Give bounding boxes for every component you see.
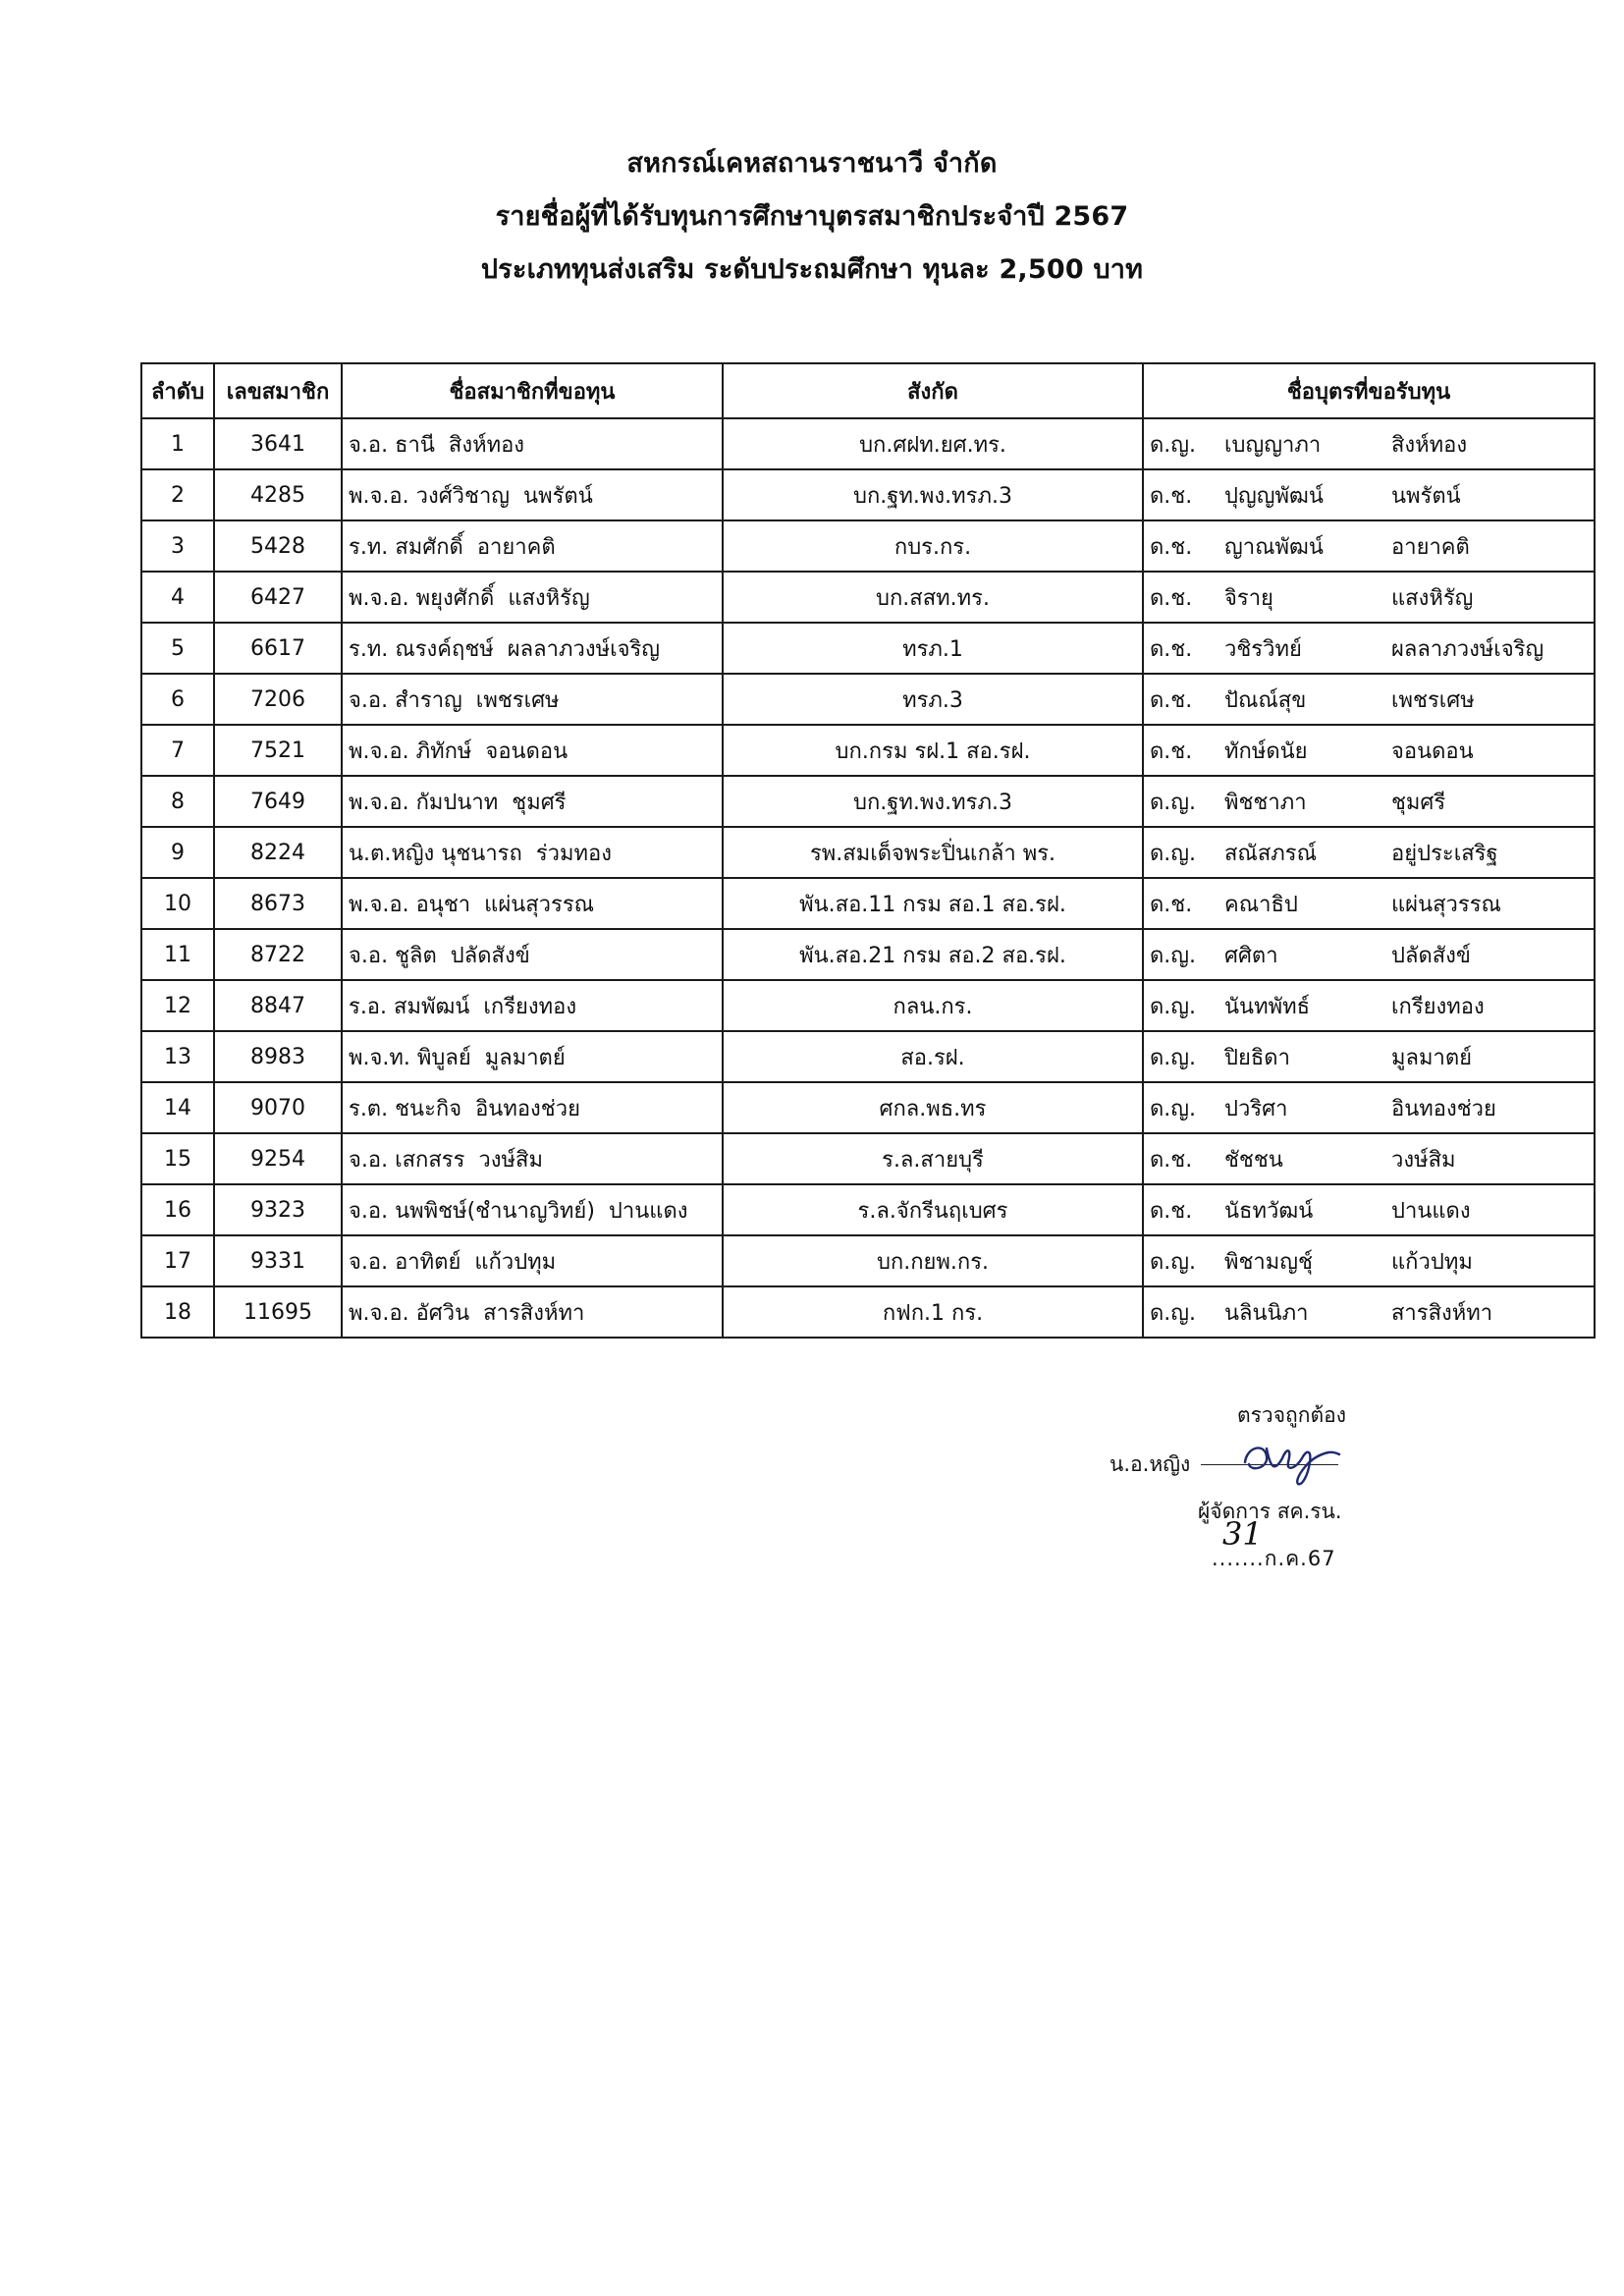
table-row: [141, 776, 1595, 827]
child-first-name: เบญญาภา: [1224, 432, 1322, 458]
document-subtitle: ประเภททุนส่งเสริม ระดับประถมศึกษา ทุนละ 2,500 บาท: [480, 254, 1144, 285]
child-last-name: วงษ์สิม: [1391, 1147, 1456, 1173]
member-rank: จ.อ.: [349, 1249, 389, 1275]
member-unit: พัน.สอ.11 กรม สอ.1 สอ.รฝ.: [723, 878, 1143, 929]
child-last-name: อยู่ประเสริฐ: [1391, 841, 1498, 866]
member-id: 6617: [214, 623, 342, 674]
member-last-name: อินทองช่วย: [475, 1096, 580, 1121]
child-name: [1143, 1235, 1595, 1286]
child-last-name: จอนดอน: [1391, 738, 1474, 764]
child-title: ด.ญ.: [1150, 1300, 1197, 1326]
col-header-no: ลำดับ: [141, 363, 214, 418]
child-first-name: ชัชชน: [1224, 1147, 1283, 1173]
member-unit: กฟก.1 กร.: [723, 1286, 1143, 1338]
child-title: ด.ช.: [1150, 534, 1193, 560]
member-rank: ร.อ.: [349, 994, 388, 1019]
signer-position: ผู้จัดการ สค.รน.: [1198, 1500, 1342, 1523]
member-unit: ทรภ.1: [723, 623, 1143, 674]
child-first-name: ปุญญพัฒน์: [1224, 483, 1324, 509]
child-name: [1143, 674, 1595, 725]
child-first-name: สณัสภรณ์: [1224, 841, 1317, 866]
child-title: ด.ญ.: [1150, 841, 1197, 866]
table-row: [141, 572, 1595, 623]
child-title: ด.ช.: [1150, 892, 1193, 917]
member-name: [342, 1286, 723, 1338]
table-row: [141, 1184, 1595, 1235]
member-last-name: ปลัดสังข์: [450, 943, 530, 968]
child-title: ด.ช.: [1150, 483, 1193, 509]
table-row: [141, 674, 1595, 725]
row-number: 4: [141, 572, 214, 623]
member-last-name: อายาคติ: [476, 534, 556, 560]
child-first-name: นลินนิภา: [1224, 1300, 1309, 1326]
child-name: [1143, 1286, 1595, 1338]
member-first-name: นุชนารถ: [441, 841, 522, 866]
table-row: [141, 980, 1595, 1031]
member-rank: พ.จ.ท.: [349, 1045, 410, 1070]
member-name: [342, 1235, 723, 1286]
member-first-name: ณรงค์ฤชษ์: [395, 636, 494, 662]
col-header-unit: สังกัด: [723, 363, 1143, 418]
member-name: [342, 1082, 723, 1133]
member-last-name: ชุมศรี: [512, 790, 567, 815]
table-row: [141, 1235, 1595, 1286]
row-number: 11: [141, 929, 214, 980]
child-title: ด.ช.: [1150, 585, 1193, 611]
member-id: 8224: [214, 827, 342, 878]
member-first-name: เสกสรร: [395, 1147, 465, 1173]
member-last-name: ร่วมทอง: [535, 841, 612, 866]
member-id: 7521: [214, 725, 342, 776]
member-name: [342, 929, 723, 980]
member-last-name: เกรียงทอง: [483, 994, 577, 1019]
document-title: รายชื่อผู้ที่ได้รับทุนการศึกษาบุตรสมาชิกประจำปี 2567: [495, 201, 1129, 232]
member-first-name: กัมปนาท: [415, 790, 499, 815]
member-id: 3641: [214, 418, 342, 469]
child-name: [1143, 725, 1595, 776]
child-first-name: ปวริศา: [1224, 1096, 1288, 1121]
member-id: 7649: [214, 776, 342, 827]
member-unit: ร.ล.จักรีนฤเบศร: [723, 1184, 1143, 1235]
signature-date: .......ก.ค.67: [1212, 1547, 1336, 1570]
member-id: 8983: [214, 1031, 342, 1082]
col-header-child-name: ชื่อบุตรที่ขอรับทุน: [1143, 363, 1595, 418]
child-title: ด.ช.: [1150, 1147, 1193, 1173]
child-first-name: ปิยธิดา: [1224, 1045, 1290, 1070]
member-first-name: ภิทักษ์: [415, 738, 472, 764]
child-title: ด.ญ.: [1150, 994, 1197, 1019]
member-last-name: นพรัตน์: [523, 483, 593, 509]
row-number: 7: [141, 725, 214, 776]
child-name: [1143, 623, 1595, 674]
member-name: [342, 776, 723, 827]
member-last-name: แผ่นสุวรรณ: [484, 892, 595, 917]
member-first-name: สมศักดิ์: [395, 534, 463, 560]
verification-block: [1110, 1399, 1424, 1576]
member-rank: พ.จ.อ.: [349, 483, 409, 509]
member-first-name: สำราญ: [395, 687, 462, 713]
table-header-row: [141, 363, 1595, 418]
row-number: 9: [141, 827, 214, 878]
member-unit: สอ.รฝ.: [723, 1031, 1143, 1082]
table-row: [141, 418, 1595, 469]
member-name: [342, 1133, 723, 1184]
member-last-name: ผลลาภวงษ์เจริญ: [507, 636, 661, 662]
child-name: [1143, 878, 1595, 929]
table-row: [141, 623, 1595, 674]
row-number: 5: [141, 623, 214, 674]
member-first-name: นพพิชษ์(ชำนาญวิทย์): [395, 1198, 595, 1224]
child-first-name: พิชามญชุ์: [1224, 1249, 1313, 1275]
row-number: 2: [141, 469, 214, 520]
child-last-name: นพรัตน์: [1391, 483, 1461, 509]
signature-date-month-year: ก.ค.67: [1264, 1547, 1336, 1570]
member-first-name: อนุชา: [415, 892, 471, 917]
table-row: [141, 827, 1595, 878]
member-rank: จ.อ.: [349, 687, 389, 713]
verified-label: ตรวจถูกต้อง: [1237, 1403, 1346, 1427]
table-row: [141, 878, 1595, 929]
child-title: ด.ช.: [1150, 1198, 1193, 1224]
handwritten-signature: [1237, 1429, 1345, 1488]
member-last-name: มูลมาตย์: [484, 1045, 566, 1070]
member-id: 4285: [214, 469, 342, 520]
child-first-name: ปัณณ์สุข: [1224, 687, 1307, 713]
member-last-name: เพชรเศษ: [475, 687, 560, 713]
member-last-name: วงษ์สิม: [478, 1147, 543, 1173]
member-unit: ทรภ.3: [723, 674, 1143, 725]
member-id: 9331: [214, 1235, 342, 1286]
document-header: [0, 137, 1624, 297]
child-first-name: ศศิตา: [1224, 943, 1278, 968]
child-title: ด.ช.: [1150, 636, 1193, 662]
member-rank: พ.จ.อ.: [349, 1300, 409, 1326]
member-first-name: อัศวิน: [415, 1300, 470, 1326]
row-number: 6: [141, 674, 214, 725]
member-name: [342, 418, 723, 469]
member-first-name: อาทิตย์: [395, 1249, 461, 1275]
member-rank: จ.อ.: [349, 1198, 389, 1224]
member-unit: บก.สสท.ทร.: [723, 572, 1143, 623]
child-last-name: เพชรเศษ: [1391, 687, 1475, 713]
child-last-name: ปลัดสังข์: [1391, 943, 1471, 968]
member-first-name: สมพัฒน์: [394, 994, 470, 1019]
child-last-name: อายาคติ: [1391, 534, 1470, 560]
child-name: [1143, 572, 1595, 623]
member-id: 8722: [214, 929, 342, 980]
member-rank: ร.ต.: [349, 1096, 389, 1121]
row-number: 14: [141, 1082, 214, 1133]
member-first-name: ชูลิต: [395, 943, 437, 968]
member-name: [342, 674, 723, 725]
row-number: 13: [141, 1031, 214, 1082]
child-last-name: สารสิงห์ทา: [1391, 1300, 1493, 1326]
member-name: [342, 520, 723, 572]
child-name: [1143, 929, 1595, 980]
child-title: ด.ญ.: [1150, 943, 1197, 968]
col-header-member-id: เลขสมาชิก: [214, 363, 342, 418]
child-first-name: วชิรวิทย์: [1224, 636, 1302, 662]
scholarship-table: [140, 362, 1596, 1339]
row-number: 15: [141, 1133, 214, 1184]
member-first-name: ชนะกิจ: [395, 1096, 462, 1121]
child-last-name: อินทองช่วย: [1391, 1096, 1496, 1121]
child-title: ด.ญ.: [1150, 1249, 1197, 1275]
member-id: 8847: [214, 980, 342, 1031]
member-unit: รพ.สมเด็จพระปิ่นเกล้า พร.: [723, 827, 1143, 878]
child-first-name: นัธทวัฒน์: [1224, 1198, 1314, 1224]
child-title: ด.ญ.: [1150, 1045, 1197, 1070]
member-last-name: สิงห์ทอง: [448, 432, 525, 458]
member-first-name: พิบูลย์: [416, 1045, 471, 1070]
col-header-member-name: ชื่อสมาชิกที่ขอทุน: [342, 363, 723, 418]
signature-date-day: 31: [1222, 1515, 1263, 1553]
child-last-name: แผ่นสุวรรณ: [1391, 892, 1501, 917]
member-unit: ร.ล.สายบุรี: [723, 1133, 1143, 1184]
member-last-name: แสงหิรัญ: [508, 585, 590, 611]
row-number: 1: [141, 418, 214, 469]
child-name: [1143, 520, 1595, 572]
child-last-name: สิงห์ทอง: [1391, 432, 1468, 458]
member-unit: ศกล.พธ.ทร: [723, 1082, 1143, 1133]
member-rank: จ.อ.: [349, 943, 389, 968]
member-unit: บก.กรม รฝ.1 สอ.รฝ.: [723, 725, 1143, 776]
member-rank: ร.ท.: [349, 636, 389, 662]
signer-rank: น.อ.หญิง: [1110, 1452, 1191, 1476]
child-last-name: แก้วปทุม: [1391, 1249, 1473, 1275]
child-name: [1143, 469, 1595, 520]
member-name: [342, 725, 723, 776]
child-title: ด.ญ.: [1150, 790, 1197, 815]
member-first-name: ธานี: [395, 432, 435, 458]
member-id: 9070: [214, 1082, 342, 1133]
table-row: [141, 1133, 1595, 1184]
member-last-name: แก้วปทุม: [474, 1249, 557, 1275]
member-name: [342, 572, 723, 623]
table-row: [141, 469, 1595, 520]
member-id: 9323: [214, 1184, 342, 1235]
child-title: ด.ญ.: [1150, 432, 1197, 458]
child-name: [1143, 980, 1595, 1031]
table-row: [141, 929, 1595, 980]
child-first-name: ญาณพัฒน์: [1224, 534, 1324, 560]
table-row: [141, 520, 1595, 572]
member-name: [342, 1184, 723, 1235]
member-rank: จ.อ.: [349, 432, 389, 458]
child-name: [1143, 1031, 1595, 1082]
child-name: [1143, 1133, 1595, 1184]
member-id: 6427: [214, 572, 342, 623]
member-name: [342, 878, 723, 929]
member-name: [342, 1031, 723, 1082]
row-number: 12: [141, 980, 214, 1031]
member-name: [342, 827, 723, 878]
child-last-name: มูลมาตย์: [1391, 1045, 1473, 1070]
row-number: 10: [141, 878, 214, 929]
member-rank: จ.อ.: [349, 1147, 389, 1173]
member-rank: น.ต.หญิง: [349, 841, 435, 866]
member-id: 5428: [214, 520, 342, 572]
child-last-name: เกรียงทอง: [1391, 994, 1485, 1019]
child-last-name: ผลลาภวงษ์เจริญ: [1391, 636, 1544, 662]
member-rank: พ.จ.อ.: [349, 738, 409, 764]
child-title: ด.ช.: [1150, 738, 1193, 764]
member-rank: พ.จ.อ.: [349, 892, 409, 917]
child-first-name: ทักษ์ดนัย: [1224, 738, 1308, 764]
member-unit: กบร.กร.: [723, 520, 1143, 572]
member-unit: บก.กยพ.กร.: [723, 1235, 1143, 1286]
member-unit: พัน.สอ.21 กรม สอ.2 สอ.รฝ.: [723, 929, 1143, 980]
child-first-name: นันทพัทธ์: [1224, 994, 1311, 1019]
row-number: 18: [141, 1286, 214, 1338]
member-last-name: จอนดอน: [485, 738, 568, 764]
member-id: 8673: [214, 878, 342, 929]
table-row: [141, 1082, 1595, 1133]
table-row: [141, 1286, 1595, 1338]
member-last-name: สารสิงห์ทา: [483, 1300, 585, 1326]
child-title: ด.ช.: [1150, 687, 1193, 713]
row-number: 17: [141, 1235, 214, 1286]
member-first-name: พยุงศักดิ์: [415, 585, 495, 611]
child-last-name: ชุมศรี: [1391, 790, 1446, 815]
child-first-name: จิรายุ: [1224, 585, 1273, 611]
table-row: [141, 1031, 1595, 1082]
child-name: [1143, 418, 1595, 469]
child-name: [1143, 827, 1595, 878]
child-title: ด.ญ.: [1150, 1096, 1197, 1121]
member-rank: พ.จ.อ.: [349, 585, 409, 611]
table-row: [141, 725, 1595, 776]
row-number: 8: [141, 776, 214, 827]
member-last-name: ปานแดง: [608, 1198, 688, 1224]
row-number: 16: [141, 1184, 214, 1235]
member-name: [342, 469, 723, 520]
member-id: 7206: [214, 674, 342, 725]
child-first-name: คณาธิป: [1224, 892, 1298, 917]
member-rank: พ.จ.อ.: [349, 790, 409, 815]
child-last-name: แสงหิรัญ: [1391, 585, 1474, 611]
child-first-name: พิชชาภา: [1224, 790, 1307, 815]
child-last-name: ปานแดง: [1391, 1198, 1471, 1224]
child-name: [1143, 1184, 1595, 1235]
org-name: สหกรณ์เคหสถานราชนาวี จำกัด: [626, 148, 998, 179]
member-unit: บก.ฐท.พง.ทรภ.3: [723, 469, 1143, 520]
member-name: [342, 980, 723, 1031]
member-id: 9254: [214, 1133, 342, 1184]
member-name: [342, 623, 723, 674]
child-name: [1143, 776, 1595, 827]
member-unit: บก.ฐท.พง.ทรภ.3: [723, 776, 1143, 827]
child-name: [1143, 1082, 1595, 1133]
member-unit: บก.ศฝท.ยศ.ทร.: [723, 418, 1143, 469]
member-id: 11695: [214, 1286, 342, 1338]
row-number: 3: [141, 520, 214, 572]
member-unit: กลน.กร.: [723, 980, 1143, 1031]
member-first-name: วงศ์วิชาญ: [415, 483, 511, 509]
member-rank: ร.ท.: [349, 534, 389, 560]
